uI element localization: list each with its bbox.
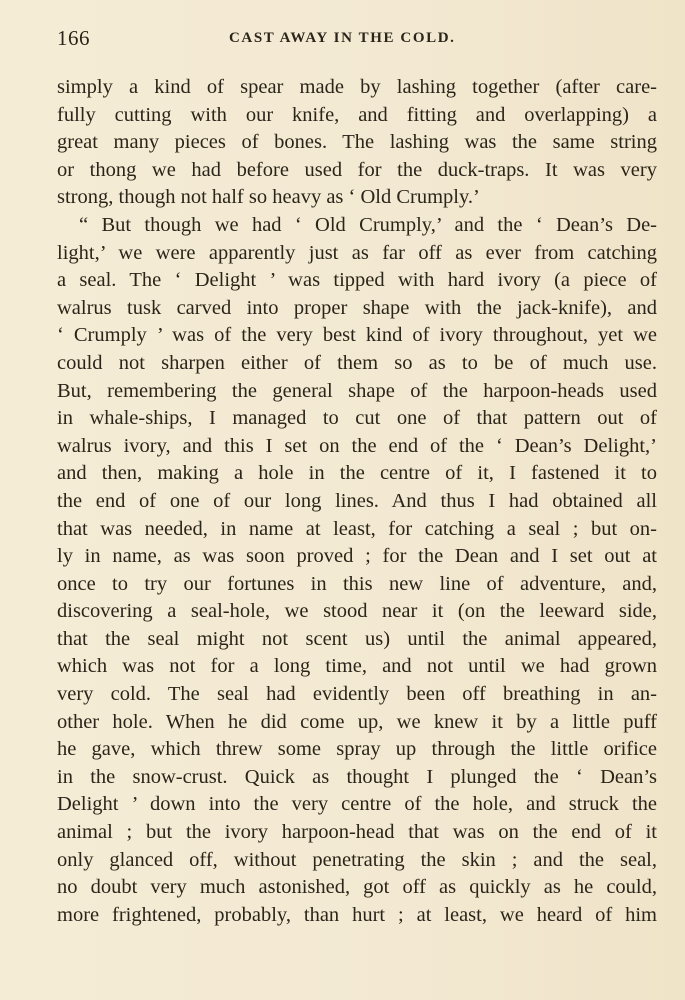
text-line: ly in name, as was soon proved ; for the Dean and I set out at bbox=[57, 545, 657, 568]
text-line: ‘ Crumply ’ was of the very best kind of ivory throughout, yet we bbox=[57, 324, 657, 347]
text-line: in the snow-crust. Quick as thought I plunged the ‘ Dean’s bbox=[57, 765, 657, 788]
text-line: the end of one of our long lines. And thus I had obtained all bbox=[57, 489, 657, 512]
text-line: a seal. The ‘ Delight ’ was tipped with hard ivory (a piece of bbox=[57, 269, 657, 292]
text-line: once to try our fortunes in this new line of adventure, and, bbox=[57, 572, 657, 595]
text-line: But, remembering the general shape of the harpoon-heads used bbox=[57, 379, 657, 402]
page-number: 166 bbox=[57, 26, 90, 50]
running-title: CAST AWAY IN THE COLD. bbox=[229, 30, 456, 46]
text-line: animal ; but the ivory harpoon-head that was on the end of it bbox=[57, 821, 657, 844]
text-line: strong, though not half so heavy as ‘ Old Crumply.’ bbox=[57, 186, 480, 209]
body-text bbox=[57, 74, 657, 929]
text-line: Delight ’ down into the very centre of the hole, and struck the bbox=[57, 793, 657, 816]
text-line: could not sharpen either of them so as to be of much use. bbox=[57, 351, 657, 374]
text-line: no doubt very much astonished, got off as quickly as he could, bbox=[57, 876, 657, 899]
text-line: other hole. When he did come up, we knew it by a little puff bbox=[57, 710, 657, 733]
text-line: only glanced off, without penetrating the skin ; and the seal, bbox=[57, 848, 657, 871]
text-line: which was not for a long time, and not until we had grown bbox=[57, 655, 657, 678]
text-line: great many pieces of bones. The lashing was the same string bbox=[57, 131, 657, 154]
text-line: walrus tusk carved into proper shape with the jack-knife), and bbox=[57, 296, 657, 319]
text-line: simply a kind of spear made by lashing together (after care- bbox=[57, 76, 657, 98]
text-line: light,’ we were apparently just as far off as ever from catching bbox=[57, 241, 657, 264]
text-line: he gave, which threw some spray up through the little orifice bbox=[57, 738, 657, 761]
text-line: or thong we had before used for the duck-traps. It was very bbox=[57, 158, 657, 181]
text-line: “ But though we had ‘ Old Crumply,’ and the ‘ Dean’s De- bbox=[79, 213, 657, 236]
text-line: walrus ivory, and this I set on the end of the ‘ Dean’s Delight,’ bbox=[57, 434, 657, 457]
text-line: more frightened, probably, than hurt ; at least, we heard of him bbox=[57, 903, 657, 926]
text-line: that was needed, in name at least, for catching a seal ; but on- bbox=[57, 517, 657, 540]
text-line: discovering a seal-hole, we stood near it (on the leeward side, bbox=[57, 600, 657, 623]
text-line: that the seal might not scent us) until the animal appeared, bbox=[57, 627, 657, 650]
text-line: and then, making a hole in the centre of it, I fastened it to bbox=[57, 462, 657, 485]
text-line: in whale-ships, I managed to cut one of that pattern out of bbox=[57, 407, 657, 430]
text-line: fully cutting with our knife, and fitting and overlapping) a bbox=[57, 103, 657, 126]
text-line: very cold. The seal had evidently been off breathing in an- bbox=[57, 683, 657, 706]
page-header bbox=[57, 26, 655, 52]
